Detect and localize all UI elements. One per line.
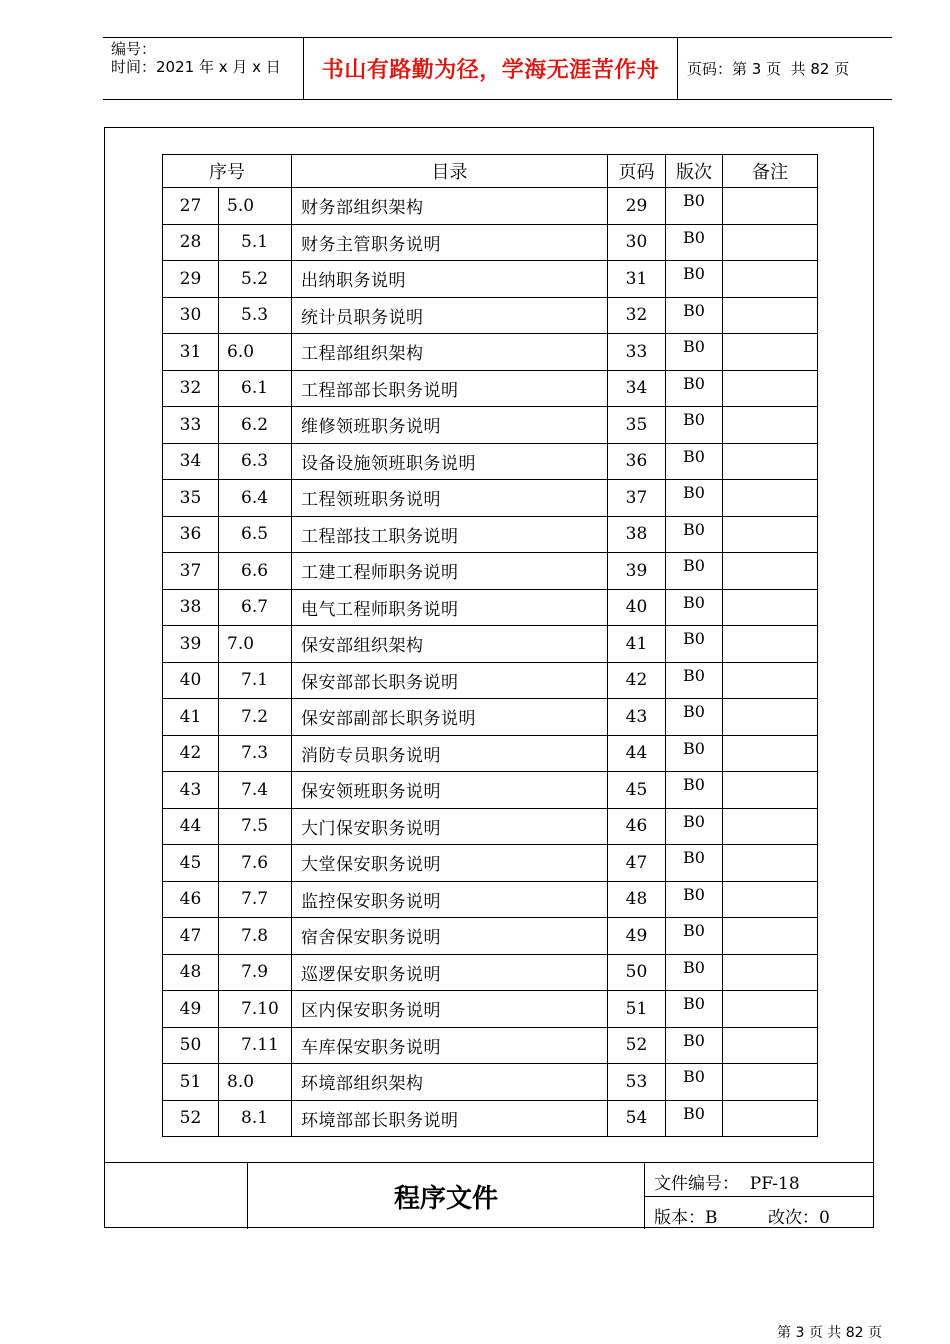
table-row: [163, 516, 818, 553]
row-version: B0: [666, 808, 723, 845]
row-title: 财务部组织架构: [292, 188, 608, 225]
footer-divider: [645, 1196, 874, 1197]
row-seq: 39: [163, 626, 219, 663]
row-section-number: 7.2: [219, 699, 292, 736]
row-page: 47: [608, 845, 666, 882]
row-seq: 48: [163, 954, 219, 991]
table-row: [163, 553, 818, 590]
row-section-number: 7.5: [219, 808, 292, 845]
page-header: [103, 37, 892, 100]
row-title: 工程部部长职务说明: [292, 370, 608, 407]
table-row: [163, 662, 818, 699]
row-seq: 28: [163, 224, 219, 261]
row-page: 39: [608, 553, 666, 590]
row-page: 53: [608, 1064, 666, 1101]
header-code-label: 编号：: [111, 40, 157, 58]
row-note: [723, 553, 818, 590]
row-title: 工建工程师职务说明: [292, 553, 608, 590]
table-row: [163, 480, 818, 517]
row-page: 48: [608, 881, 666, 918]
row-version: B0: [666, 699, 723, 736]
row-page: 35: [608, 407, 666, 444]
row-title: 大门保安职务说明: [292, 808, 608, 845]
column-header-page: 页码: [608, 155, 666, 188]
table-row: [163, 261, 818, 298]
row-seq: 49: [163, 991, 219, 1028]
row-title: 环境部组织架构: [292, 1064, 608, 1101]
table-row: [163, 224, 818, 261]
row-seq: 35: [163, 480, 219, 517]
table-row: [163, 918, 818, 955]
column-header-note: 备注: [723, 155, 818, 188]
footer-revision: 改次：0: [768, 1208, 830, 1228]
row-note: [723, 881, 818, 918]
row-version: B0: [666, 881, 723, 918]
row-version: B0: [666, 407, 723, 444]
row-title: 工程部技工职务说明: [292, 516, 608, 553]
table-row: [163, 334, 818, 371]
row-page: 49: [608, 918, 666, 955]
row-section-number: 7.3: [219, 735, 292, 772]
row-page: 50: [608, 954, 666, 991]
row-section-number: 7.9: [219, 954, 292, 991]
row-note: [723, 626, 818, 663]
table-header-row: [163, 155, 818, 188]
header-page-label: 页码：第 3 页 共 82 页: [687, 60, 850, 78]
row-title: 消防专员职务说明: [292, 735, 608, 772]
row-seq: 34: [163, 443, 219, 480]
row-seq: 29: [163, 261, 219, 298]
row-note: [723, 224, 818, 261]
row-title: 宿舍保安职务说明: [292, 918, 608, 955]
table-row: [163, 881, 818, 918]
table-row: [163, 188, 818, 225]
page-number: 第 3 页 共 82 页: [777, 1325, 882, 1341]
row-title: 环境部部长职务说明: [292, 1100, 608, 1137]
row-version: B0: [666, 480, 723, 517]
row-title: 大堂保安职务说明: [292, 845, 608, 882]
row-section-number: 6.3: [219, 443, 292, 480]
row-seq: 42: [163, 735, 219, 772]
table-row: [163, 808, 818, 845]
row-page: 54: [608, 1100, 666, 1137]
row-version: B0: [666, 845, 723, 882]
row-section-number: 7.8: [219, 918, 292, 955]
header-divider: [677, 38, 678, 99]
table-row: [163, 1100, 818, 1137]
row-page: 45: [608, 772, 666, 809]
row-page: 30: [608, 224, 666, 261]
row-seq: 36: [163, 516, 219, 553]
row-title: 设备设施领班职务说明: [292, 443, 608, 480]
row-page: 31: [608, 261, 666, 298]
row-note: [723, 480, 818, 517]
row-note: [723, 772, 818, 809]
row-note: [723, 1064, 818, 1101]
row-version: B0: [666, 516, 723, 553]
row-note: [723, 589, 818, 626]
row-section-number: 8.1: [219, 1100, 292, 1137]
row-title: 监控保安职务说明: [292, 881, 608, 918]
row-page: 43: [608, 699, 666, 736]
row-section-number: 7.10: [219, 991, 292, 1028]
row-seq: 38: [163, 589, 219, 626]
row-section-number: 5.3: [219, 297, 292, 334]
row-version: B0: [666, 1027, 723, 1064]
row-page: 46: [608, 808, 666, 845]
row-section-number: 6.1: [219, 370, 292, 407]
table-row: [163, 626, 818, 663]
row-seq: 33: [163, 407, 219, 444]
row-note: [723, 188, 818, 225]
row-note: [723, 991, 818, 1028]
row-seq: 45: [163, 845, 219, 882]
row-note: [723, 845, 818, 882]
row-title: 维修领班职务说明: [292, 407, 608, 444]
row-section-number: 6.5: [219, 516, 292, 553]
row-version: B0: [666, 954, 723, 991]
column-header-contents: 目录: [292, 155, 608, 188]
table-row: [163, 735, 818, 772]
contents-table: [162, 154, 818, 1137]
row-version: B0: [666, 662, 723, 699]
row-version: B0: [666, 261, 723, 298]
row-seq: 51: [163, 1064, 219, 1101]
table-row: [163, 370, 818, 407]
row-title: 保安部部长职务说明: [292, 662, 608, 699]
table-row: [163, 297, 818, 334]
row-page: 40: [608, 589, 666, 626]
row-note: [723, 261, 818, 298]
row-title: 车库保安职务说明: [292, 1027, 608, 1064]
header-meta: [111, 40, 281, 76]
row-page: 29: [608, 188, 666, 225]
header-page-info: [687, 38, 849, 99]
row-section-number: 6.6: [219, 553, 292, 590]
table-row: [163, 443, 818, 480]
row-note: [723, 1100, 818, 1137]
row-seq: 30: [163, 297, 219, 334]
row-seq: 40: [163, 662, 219, 699]
row-page: 37: [608, 480, 666, 517]
row-page: 33: [608, 334, 666, 371]
row-note: [723, 443, 818, 480]
row-title: 保安部组织架构: [292, 626, 608, 663]
row-version: B0: [666, 297, 723, 334]
row-note: [723, 407, 818, 444]
row-note: [723, 516, 818, 553]
row-seq: 31: [163, 334, 219, 371]
row-section-number: 6.4: [219, 480, 292, 517]
row-page: 51: [608, 991, 666, 1028]
row-title: 巡逻保安职务说明: [292, 954, 608, 991]
column-header-seq: 序号: [163, 155, 292, 188]
row-page: 32: [608, 297, 666, 334]
table-row: [163, 991, 818, 1028]
row-section-number: 6.0: [219, 334, 292, 371]
row-seq: 46: [163, 881, 219, 918]
row-note: [723, 954, 818, 991]
row-section-number: 5.1: [219, 224, 292, 261]
row-page: 36: [608, 443, 666, 480]
row-section-number: 7.6: [219, 845, 292, 882]
header-time-label: 时间：2021 年 x 月 x 日: [111, 58, 281, 76]
row-note: [723, 808, 818, 845]
row-note: [723, 699, 818, 736]
row-seq: 47: [163, 918, 219, 955]
column-header-version: 版次: [666, 155, 723, 188]
row-section-number: 6.2: [219, 407, 292, 444]
row-note: [723, 297, 818, 334]
row-seq: 50: [163, 1027, 219, 1064]
table-row: [163, 1027, 818, 1064]
row-version: B0: [666, 443, 723, 480]
row-version: B0: [666, 334, 723, 371]
row-title: 统计员职务说明: [292, 297, 608, 334]
row-title: 工程领班职务说明: [292, 480, 608, 517]
row-section-number: 5.0: [219, 188, 292, 225]
table-row: [163, 954, 818, 991]
row-note: [723, 918, 818, 955]
row-section-number: 7.4: [219, 772, 292, 809]
footer-version: 版本：B: [654, 1208, 718, 1228]
row-title: 出纳职务说明: [292, 261, 608, 298]
row-seq: 37: [163, 553, 219, 590]
row-version: B0: [666, 589, 723, 626]
row-page: 34: [608, 370, 666, 407]
row-version: B0: [666, 918, 723, 955]
table-body: [163, 188, 818, 1137]
row-note: [723, 735, 818, 772]
row-seq: 41: [163, 699, 219, 736]
row-seq: 52: [163, 1100, 219, 1137]
table-row: [163, 1064, 818, 1101]
table-row: [163, 407, 818, 444]
row-page: 38: [608, 516, 666, 553]
row-section-number: 7.7: [219, 881, 292, 918]
document-footer: [104, 1162, 874, 1229]
row-seq: 32: [163, 370, 219, 407]
row-title: 电气工程师职务说明: [292, 589, 608, 626]
row-version: B0: [666, 991, 723, 1028]
row-version: B0: [666, 188, 723, 225]
row-section-number: 5.2: [219, 261, 292, 298]
row-section-number: 8.0: [219, 1064, 292, 1101]
row-version: B0: [666, 735, 723, 772]
row-version: B0: [666, 224, 723, 261]
row-title: 保安领班职务说明: [292, 772, 608, 809]
row-page: 44: [608, 735, 666, 772]
row-seq: 43: [163, 772, 219, 809]
header-motto: 书山有路勤为径，学海无涯苦作舟: [321, 58, 660, 83]
row-section-number: 7.11: [219, 1027, 292, 1064]
row-page: 42: [608, 662, 666, 699]
row-seq: 44: [163, 808, 219, 845]
row-note: [723, 370, 818, 407]
row-title: 区内保安职务说明: [292, 991, 608, 1028]
row-title: 工程部组织架构: [292, 334, 608, 371]
row-section-number: 7.0: [219, 626, 292, 663]
row-version: B0: [666, 553, 723, 590]
footer-title: 程序文件: [393, 1183, 498, 1214]
table-row: [163, 699, 818, 736]
row-version: B0: [666, 1100, 723, 1137]
row-version: B0: [666, 370, 723, 407]
footer-doc-number: 文件编号： PF-18: [654, 1174, 800, 1194]
row-page: 41: [608, 626, 666, 663]
row-version: B0: [666, 626, 723, 663]
table-row: [163, 845, 818, 882]
row-seq: 27: [163, 188, 219, 225]
row-section-number: 7.1: [219, 662, 292, 699]
row-note: [723, 1027, 818, 1064]
table-row: [163, 589, 818, 626]
row-version: B0: [666, 1064, 723, 1101]
row-page: 52: [608, 1027, 666, 1064]
row-version: B0: [666, 772, 723, 809]
row-note: [723, 334, 818, 371]
row-section-number: 6.7: [219, 589, 292, 626]
row-title: 财务主管职务说明: [292, 224, 608, 261]
row-note: [723, 662, 818, 699]
row-title: 保安部副部长职务说明: [292, 699, 608, 736]
table-row: [163, 772, 818, 809]
